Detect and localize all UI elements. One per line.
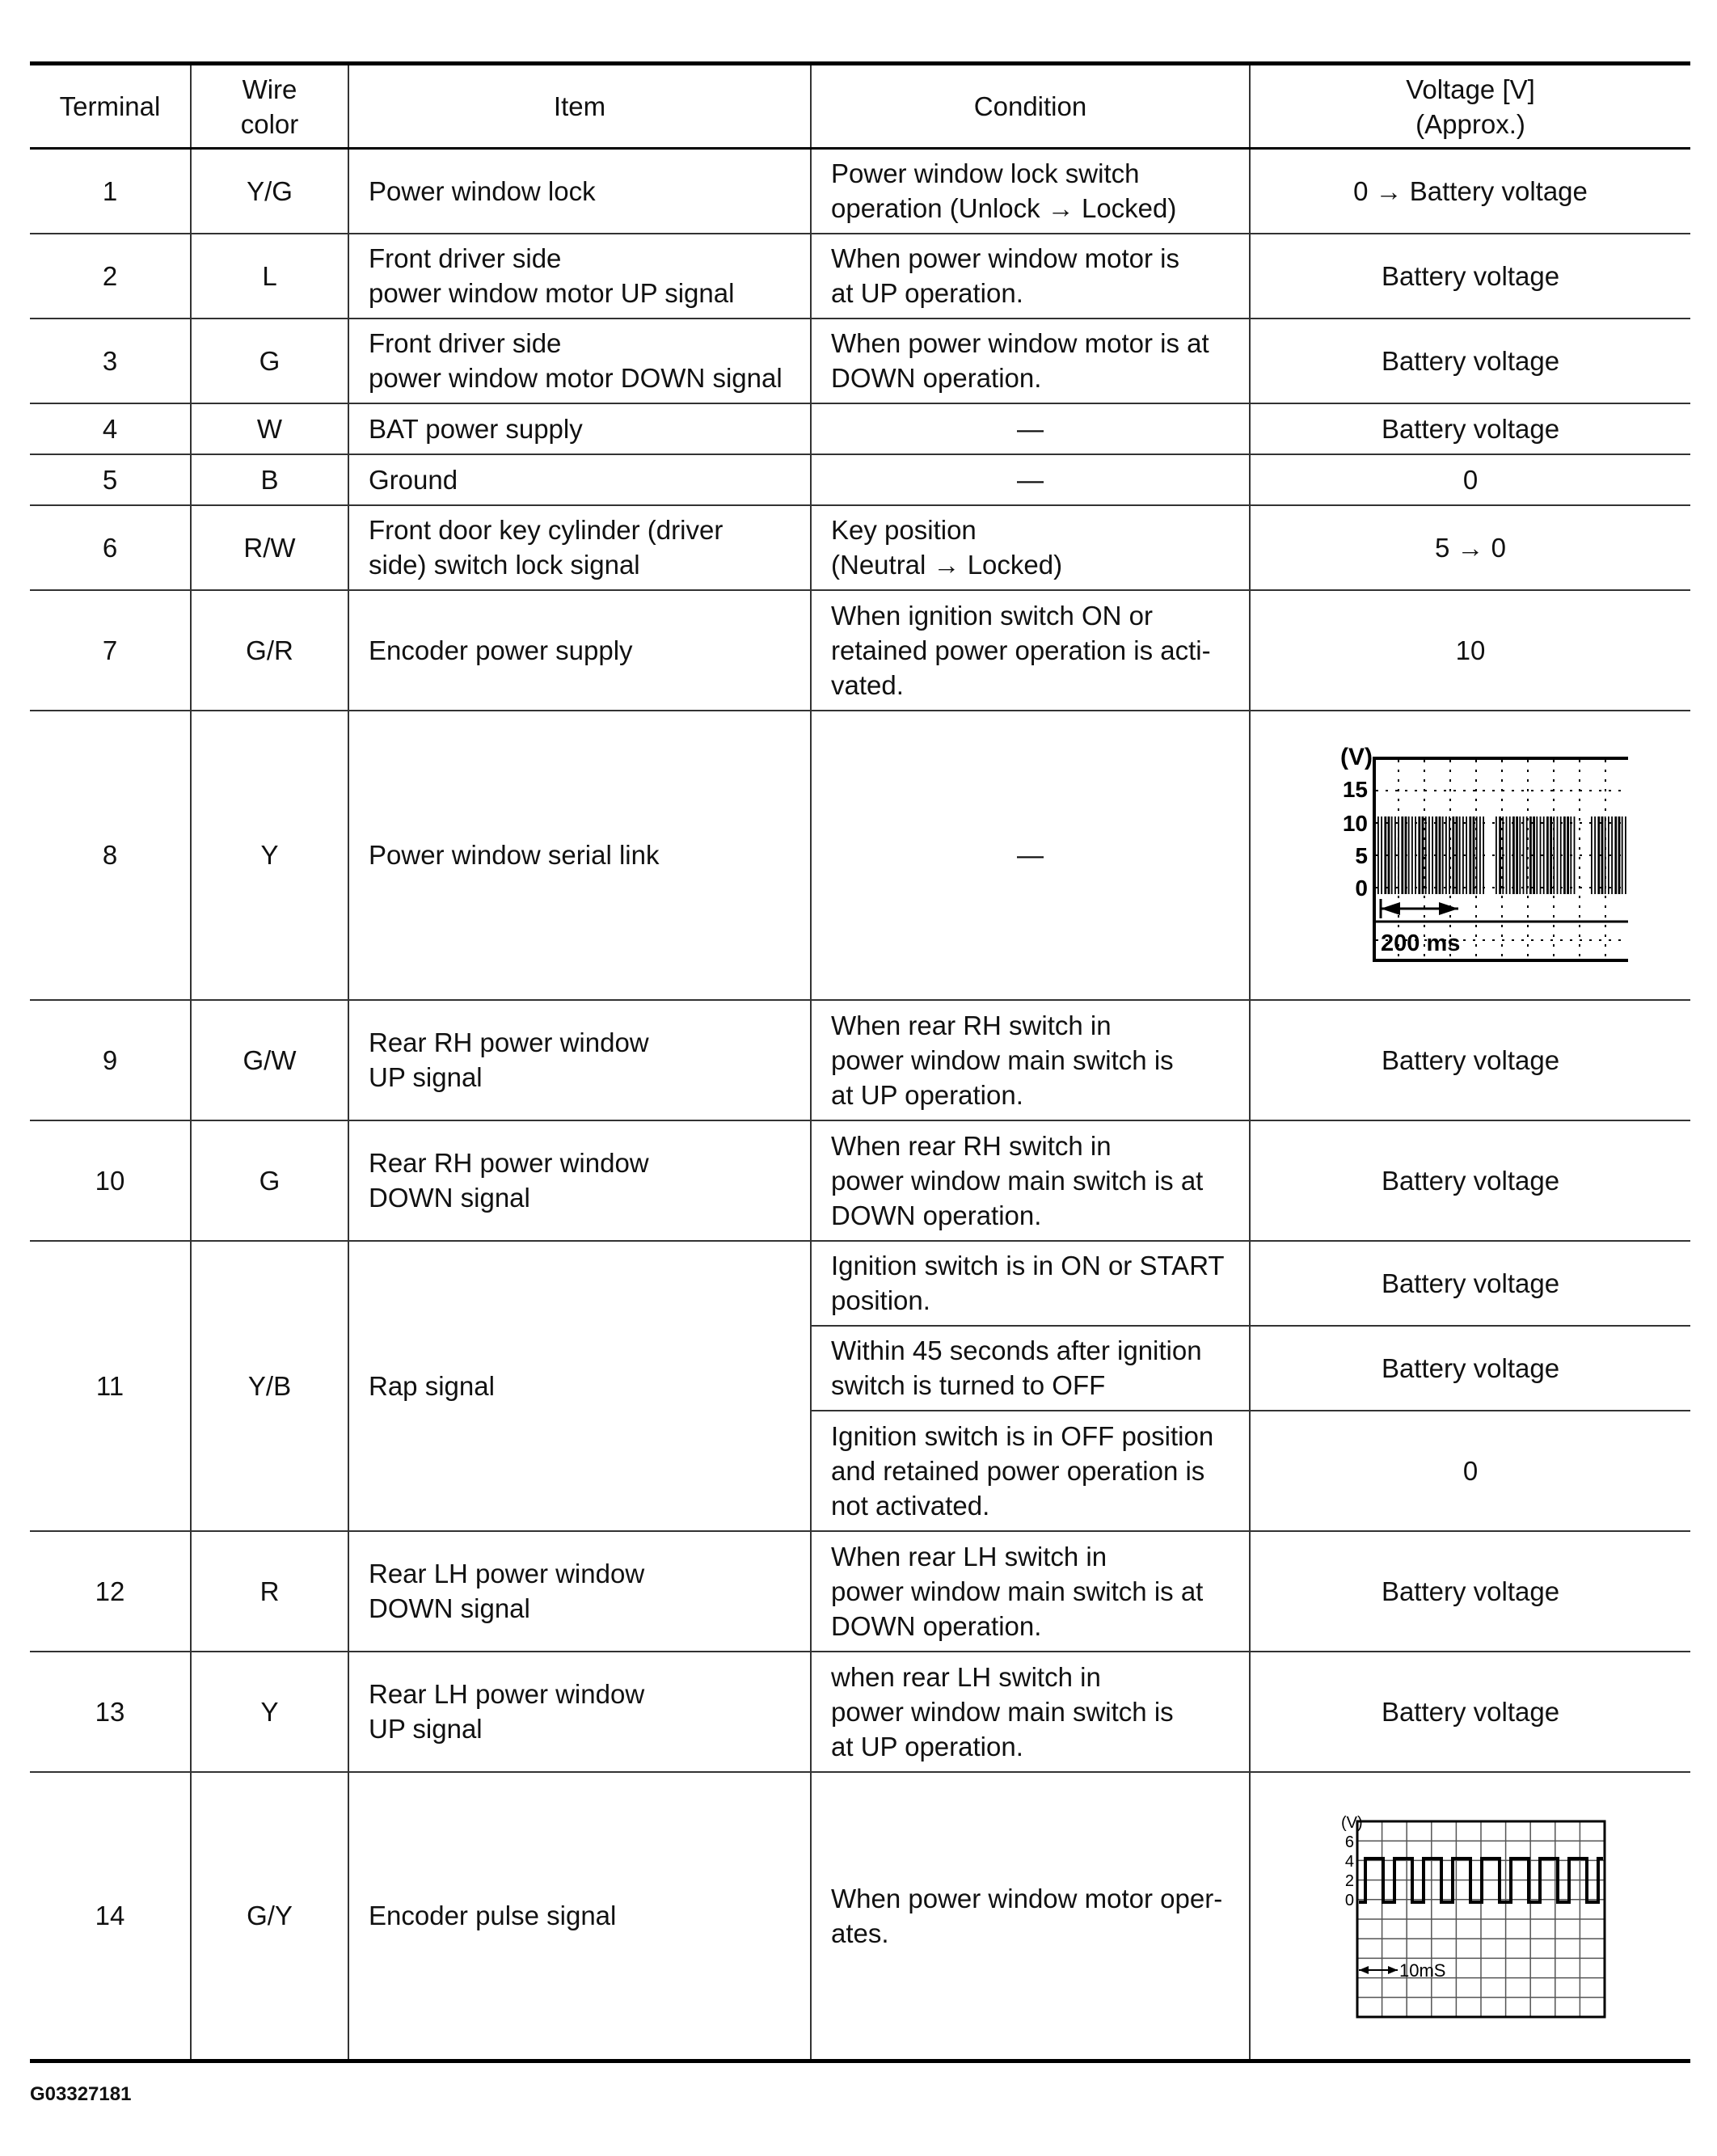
wire-color-cell: Y/B: [191, 1241, 348, 1531]
scope-y-tick: 4: [1344, 1852, 1354, 1871]
terminal-cell: 2: [30, 234, 191, 319]
voltage-cell: Battery voltage: [1250, 234, 1690, 319]
serial-pulse: [1432, 816, 1433, 894]
time-scale-label: 10mS: [1399, 1960, 1446, 1981]
voltage-cell: 0 → Battery voltage: [1250, 149, 1690, 234]
serial-pulse: [1519, 816, 1521, 894]
scope-grid: [1357, 1821, 1605, 2017]
serial-pulse: [1456, 816, 1458, 894]
table-row: [30, 403, 1690, 454]
serial-pulse: [1452, 816, 1454, 894]
serial-pulse: [1625, 816, 1626, 894]
header-voltage: Voltage [V] (Approx.): [1250, 64, 1690, 149]
voltage-cell: Battery voltage: [1250, 403, 1690, 454]
table-row: [30, 1652, 1690, 1772]
serial-pulse: [1553, 816, 1555, 894]
serial-pulse: [1439, 816, 1441, 894]
serial-pulse: [1605, 816, 1606, 894]
wire-color-cell: Y: [191, 711, 348, 1000]
condition-cell: When rear RH switch in power window main switch is at DOWN operation.: [811, 1120, 1250, 1241]
time-scale-label: 200 ms: [1381, 930, 1461, 956]
condition-cell: When power window motor is at UP operation.: [811, 234, 1250, 319]
voltage-cell: Battery voltage: [1250, 1652, 1690, 1772]
voltage-cell: 0: [1250, 1411, 1690, 1531]
wire-color-cell: B: [191, 454, 348, 505]
wire-color-cell: G/R: [191, 590, 348, 711]
terminal-cell: 9: [30, 1000, 191, 1120]
wire-color-cell: R/W: [191, 505, 348, 590]
serial-pulse: [1529, 816, 1532, 894]
serial-pulse: [1550, 816, 1552, 894]
serial-pulse: [1425, 816, 1427, 894]
table-row: [30, 149, 1690, 234]
voltage-cell: 5 → 0: [1250, 505, 1690, 590]
header-row: [30, 64, 1690, 149]
serial-pulse: [1594, 816, 1596, 894]
condition-cell: Power window lock switch operation (Unlock → Locked): [811, 149, 1250, 234]
scope-y-tick: 6: [1344, 1833, 1354, 1851]
condition-cell: Ignition switch is in OFF position and retained power operation is not activated.: [811, 1411, 1250, 1531]
table-row: [30, 590, 1690, 711]
serial-pulse: [1391, 816, 1393, 894]
serial-pulse: [1411, 816, 1413, 894]
serial-pulse: [1543, 816, 1545, 894]
table-row: [30, 1120, 1690, 1241]
item-cell: Rear LH power window DOWN signal: [348, 1531, 811, 1652]
wire-color-cell: G: [191, 319, 348, 403]
item-cell: Front driver side power window motor UP signal: [348, 234, 811, 319]
serial-pulse: [1435, 816, 1437, 894]
table-row: [30, 1241, 1690, 1326]
serial-pulse: [1422, 816, 1424, 894]
voltage-cell: Battery voltage: [1250, 319, 1690, 403]
serial-pulse: [1483, 816, 1484, 894]
terminal-cell: 10: [30, 1120, 191, 1241]
voltage-cell: Battery voltage: [1250, 1120, 1690, 1241]
scope-y-tick: 5: [1355, 842, 1368, 868]
table-row: [30, 711, 1690, 1000]
serial-pulse: [1516, 816, 1518, 894]
terminal-cell: 4: [30, 403, 191, 454]
table-row: [30, 454, 1690, 505]
wire-color-cell: L: [191, 234, 348, 319]
item-cell: Rear LH power window UP signal: [348, 1652, 811, 1772]
item-cell: Encoder power supply: [348, 590, 811, 711]
terminal-cell: 14: [30, 1772, 191, 2061]
wire-color-cell: G: [191, 1120, 348, 1241]
serial-pulse: [1384, 816, 1386, 894]
voltage-cell: Battery voltage: [1250, 1531, 1690, 1652]
serial-pulse: [1611, 816, 1613, 894]
serial-pulse: [1442, 816, 1444, 894]
serial-pulse: [1415, 816, 1416, 894]
terminal-cell: 3: [30, 319, 191, 403]
serial-pulse: [1381, 816, 1382, 894]
serial-pulse: [1466, 816, 1467, 894]
condition-cell: When rear LH switch in power window main switch is at DOWN operation.: [811, 1531, 1250, 1652]
item-cell: Rear RH power window UP signal: [348, 1000, 811, 1120]
terminal-cell: 11: [30, 1241, 191, 1531]
serial-pulse: [1502, 816, 1504, 894]
voltage-cell: 10: [1250, 590, 1690, 711]
voltage-waveform-cell: [1250, 1772, 1690, 2061]
scope-y-tick: 10: [1342, 810, 1368, 836]
serial-pulse: [1418, 816, 1420, 894]
serial-pulse: [1394, 816, 1396, 894]
item-cell: Front driver side power window motor DOWN signal: [348, 319, 811, 403]
condition-cell: When power window motor is at DOWN operation.: [811, 319, 1250, 403]
serial-pulse: [1557, 816, 1559, 894]
serial-pulse: [1506, 816, 1508, 894]
serial-pulse: [1540, 816, 1542, 894]
wire-color-cell: W: [191, 403, 348, 454]
item-cell: Encoder pulse signal: [348, 1772, 811, 2061]
serial-pulse: [1496, 816, 1497, 894]
serial-pulse: [1597, 816, 1600, 894]
wire-color-cell: Y: [191, 1652, 348, 1772]
figure-id: G03327181: [30, 2083, 132, 2105]
wire-color-cell: G/W: [191, 1000, 348, 1120]
serial-pulse: [1509, 816, 1511, 894]
terminal-cell: 6: [30, 505, 191, 590]
scope-y-tick: 2: [1344, 1871, 1354, 1890]
serial-pulse: [1546, 816, 1549, 894]
terminal-cell: 8: [30, 711, 191, 1000]
serial-link-waveform: [1313, 742, 1628, 968]
item-cell: Power window serial link: [348, 711, 811, 1000]
voltage-cell: Battery voltage: [1250, 1326, 1690, 1411]
condition-cell: —: [811, 403, 1250, 454]
table-row: [30, 505, 1690, 590]
serial-pulse: [1377, 816, 1379, 894]
serial-pulse: [1591, 816, 1593, 894]
scope-unit-label: (V): [1341, 1813, 1363, 1832]
serial-pulse: [1479, 816, 1481, 894]
item-cell: Ground: [348, 454, 811, 505]
table-row: [30, 1531, 1690, 1652]
table-row: [30, 234, 1690, 319]
terminal-cell: 12: [30, 1531, 191, 1652]
serial-pulse: [1560, 816, 1562, 894]
serial-pulse: [1618, 816, 1621, 894]
serial-pulse: [1476, 816, 1478, 894]
serial-pulse: [1533, 816, 1535, 894]
serial-pulse: [1428, 816, 1430, 894]
condition-cell: When ignition switch ON or retained power operation is acti- vated.: [811, 590, 1250, 711]
serial-pulse: [1614, 816, 1617, 894]
item-cell: BAT power supply: [348, 403, 811, 454]
serial-pulse: [1459, 816, 1461, 894]
serial-pulse: [1574, 816, 1576, 894]
header-condition: Condition: [811, 64, 1250, 149]
terminal-table: [30, 61, 1690, 2063]
serial-pulse: [1469, 816, 1471, 894]
serial-pulse: [1499, 816, 1501, 894]
serial-pulse: [1512, 816, 1515, 894]
serial-pulse: [1408, 816, 1410, 894]
voltage-cell: Battery voltage: [1250, 1241, 1690, 1326]
scope-y-tick: 15: [1342, 776, 1368, 802]
condition-cell: When power window motor oper- ates.: [811, 1772, 1250, 2061]
serial-pulse: [1622, 816, 1623, 894]
scope-grid: [1376, 760, 1628, 959]
scope-y-tick: 0: [1344, 1891, 1354, 1909]
serial-pulse: [1445, 816, 1447, 894]
terminal-cell: 5: [30, 454, 191, 505]
scope-unit-label: (V): [1340, 743, 1373, 770]
serial-pulse: [1536, 816, 1538, 894]
condition-cell: —: [811, 711, 1250, 1000]
wire-color-cell: R: [191, 1531, 348, 1652]
voltage-cell: Battery voltage: [1250, 1000, 1690, 1120]
condition-cell: Key position (Neutral → Locked): [811, 505, 1250, 590]
serial-pulse: [1567, 816, 1569, 894]
scope-y-tick: 0: [1355, 875, 1368, 901]
terminal-cell: 13: [30, 1652, 191, 1772]
condition-cell: Within 45 seconds after ignition switch is turned to OFF: [811, 1326, 1250, 1411]
serial-pulse: [1398, 816, 1399, 894]
serial-pulse: [1570, 816, 1571, 894]
serial-pulse: [1608, 816, 1609, 894]
header-item: Item: [348, 64, 811, 149]
item-cell: Rear RH power window DOWN signal: [348, 1120, 811, 1241]
serial-pulse: [1388, 816, 1390, 894]
item-cell: Front door key cylinder (driver side) switch lock signal: [348, 505, 811, 590]
table-row: [30, 319, 1690, 403]
condition-cell: —: [811, 454, 1250, 505]
item-cell: Rap signal: [348, 1241, 811, 1531]
voltage-cell: 0: [1250, 454, 1690, 505]
wire-color-cell: G/Y: [191, 1772, 348, 2061]
header-terminal: Terminal: [30, 64, 191, 149]
condition-cell: when rear LH switch in power window main switch is at UP operation.: [811, 1652, 1250, 1772]
wire-color-cell: Y/G: [191, 149, 348, 234]
serial-pulse: [1401, 816, 1403, 894]
serial-pulse: [1473, 816, 1475, 894]
table-row: [30, 1000, 1690, 1120]
table-row: [30, 1772, 1690, 2061]
serial-pulse: [1601, 816, 1604, 894]
serial-pulse: [1526, 816, 1528, 894]
terminal-cell: 7: [30, 590, 191, 711]
encoder-pulse-waveform: [1301, 1807, 1640, 2025]
terminal-cell: 1: [30, 149, 191, 234]
voltage-waveform-cell: [1250, 711, 1690, 1000]
header-wire-color: Wire color: [191, 64, 348, 149]
serial-pulse: [1449, 816, 1450, 894]
item-cell: Power window lock: [348, 149, 811, 234]
serial-pulse: [1563, 816, 1566, 894]
condition-cell: Ignition switch is in ON or START position.: [811, 1241, 1250, 1326]
serial-pulse: [1523, 816, 1525, 894]
serial-pulse: [1462, 816, 1464, 894]
condition-cell: When rear RH switch in power window main switch is at UP operation.: [811, 1000, 1250, 1120]
serial-pulse: [1405, 816, 1407, 894]
